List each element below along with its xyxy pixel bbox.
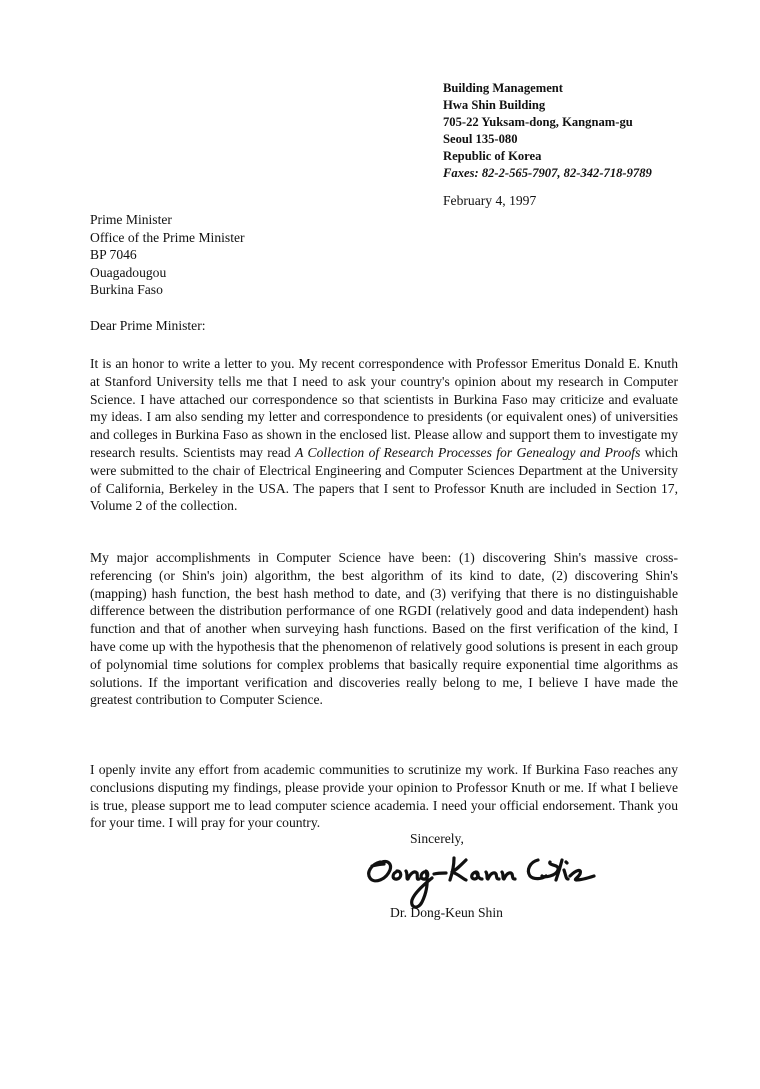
salutation: Dear Prime Minister:	[90, 318, 206, 333]
recipient-line: Ouagadougou	[90, 264, 167, 280]
signer-name: Dr. Dong-Keun Shin	[390, 905, 503, 920]
sender-line: Republic of Korea	[443, 149, 542, 163]
paragraph-text: It is an honor to write a letter to you. My recent correspondence with Professor Emeritus Donald E. Knuth at Stanford University tells me that I need to ask your country's opinion about my research in Computer Science. I have attached our correspondence so that scientists in Burkina Faso may criticize and evaluate my ideas. I am also sending my letter and correspondence to presidents (or equivalent ones) of universities and colleges in Burkina Faso as shown in the enclosed list. Please allow and support them to investigate my research results. Scientists may read	[90, 356, 678, 460]
sender-address-block	[443, 80, 652, 182]
body-paragraph-2: My major accomplishments in Computer Science have been: (1) discovering Shin's massive cross-referencing (or Shin's join) algorithm, the best algorithm of its kind to date, (2) discovering Shin's (mapping) hash function, the best hash method to date, and (3) verifying that there is no distinguishable difference between the distribution performance of one RGDI (relatively good and data independent) hash function and that of another when surveying hash functions. Based on the first verification of the kind, I have come up with the hypothesis that the phenomenon of relatively good solutions is present in each group of polynomial time solutions for complex problems that basically require exponential time algorithms as solutions. If the important verification and discoveries really belong to me, I believe I have made the greatest contribution to Computer Science.	[90, 550, 678, 708]
handwritten-signature	[362, 846, 597, 914]
sender-faxes: Faxes: 82-2-565-7907, 82-342-718-9789	[443, 166, 652, 180]
body-paragraph-1	[90, 355, 678, 515]
recipient-address-block	[90, 211, 245, 299]
paragraph-text: which were submitted to the chair of Electrical Engineering and Computer Sciences Department at the University of California, Berkeley in the USA. The papers that I sent to Professor Knuth are included in Section 17, Volume 2 of the collection.	[90, 444, 678, 514]
collection-title: A Collection of Research Processes for Genealogy and Proofs	[295, 444, 641, 460]
body-paragraph-3: I openly invite any effort from academic communities to scrutinize my work. If Burkina Faso reaches any conclusions disputing my findings, please provide your opinion to Professor Knuth or me. If what I believe is true, please support me to lead computer science academia. I need your official endorsement. Thank you for your time. I will pray for your country.	[90, 762, 678, 831]
recipient-line: BP 7046	[90, 247, 137, 263]
sender-line: 705-22 Yuksam-dong, Kangnam-gu	[443, 115, 633, 129]
letter-date: February 4, 1997	[443, 193, 537, 208]
recipient-line: Office of the Prime Minister	[90, 229, 245, 245]
closing: Sincerely,	[410, 831, 464, 846]
sender-line: Seoul 135-080	[443, 132, 518, 146]
sender-line: Building Management	[443, 81, 564, 95]
recipient-line: Burkina Faso	[90, 282, 163, 298]
sender-line: Hwa Shin Building	[443, 98, 546, 112]
recipient-line: Prime Minister	[90, 212, 172, 227]
